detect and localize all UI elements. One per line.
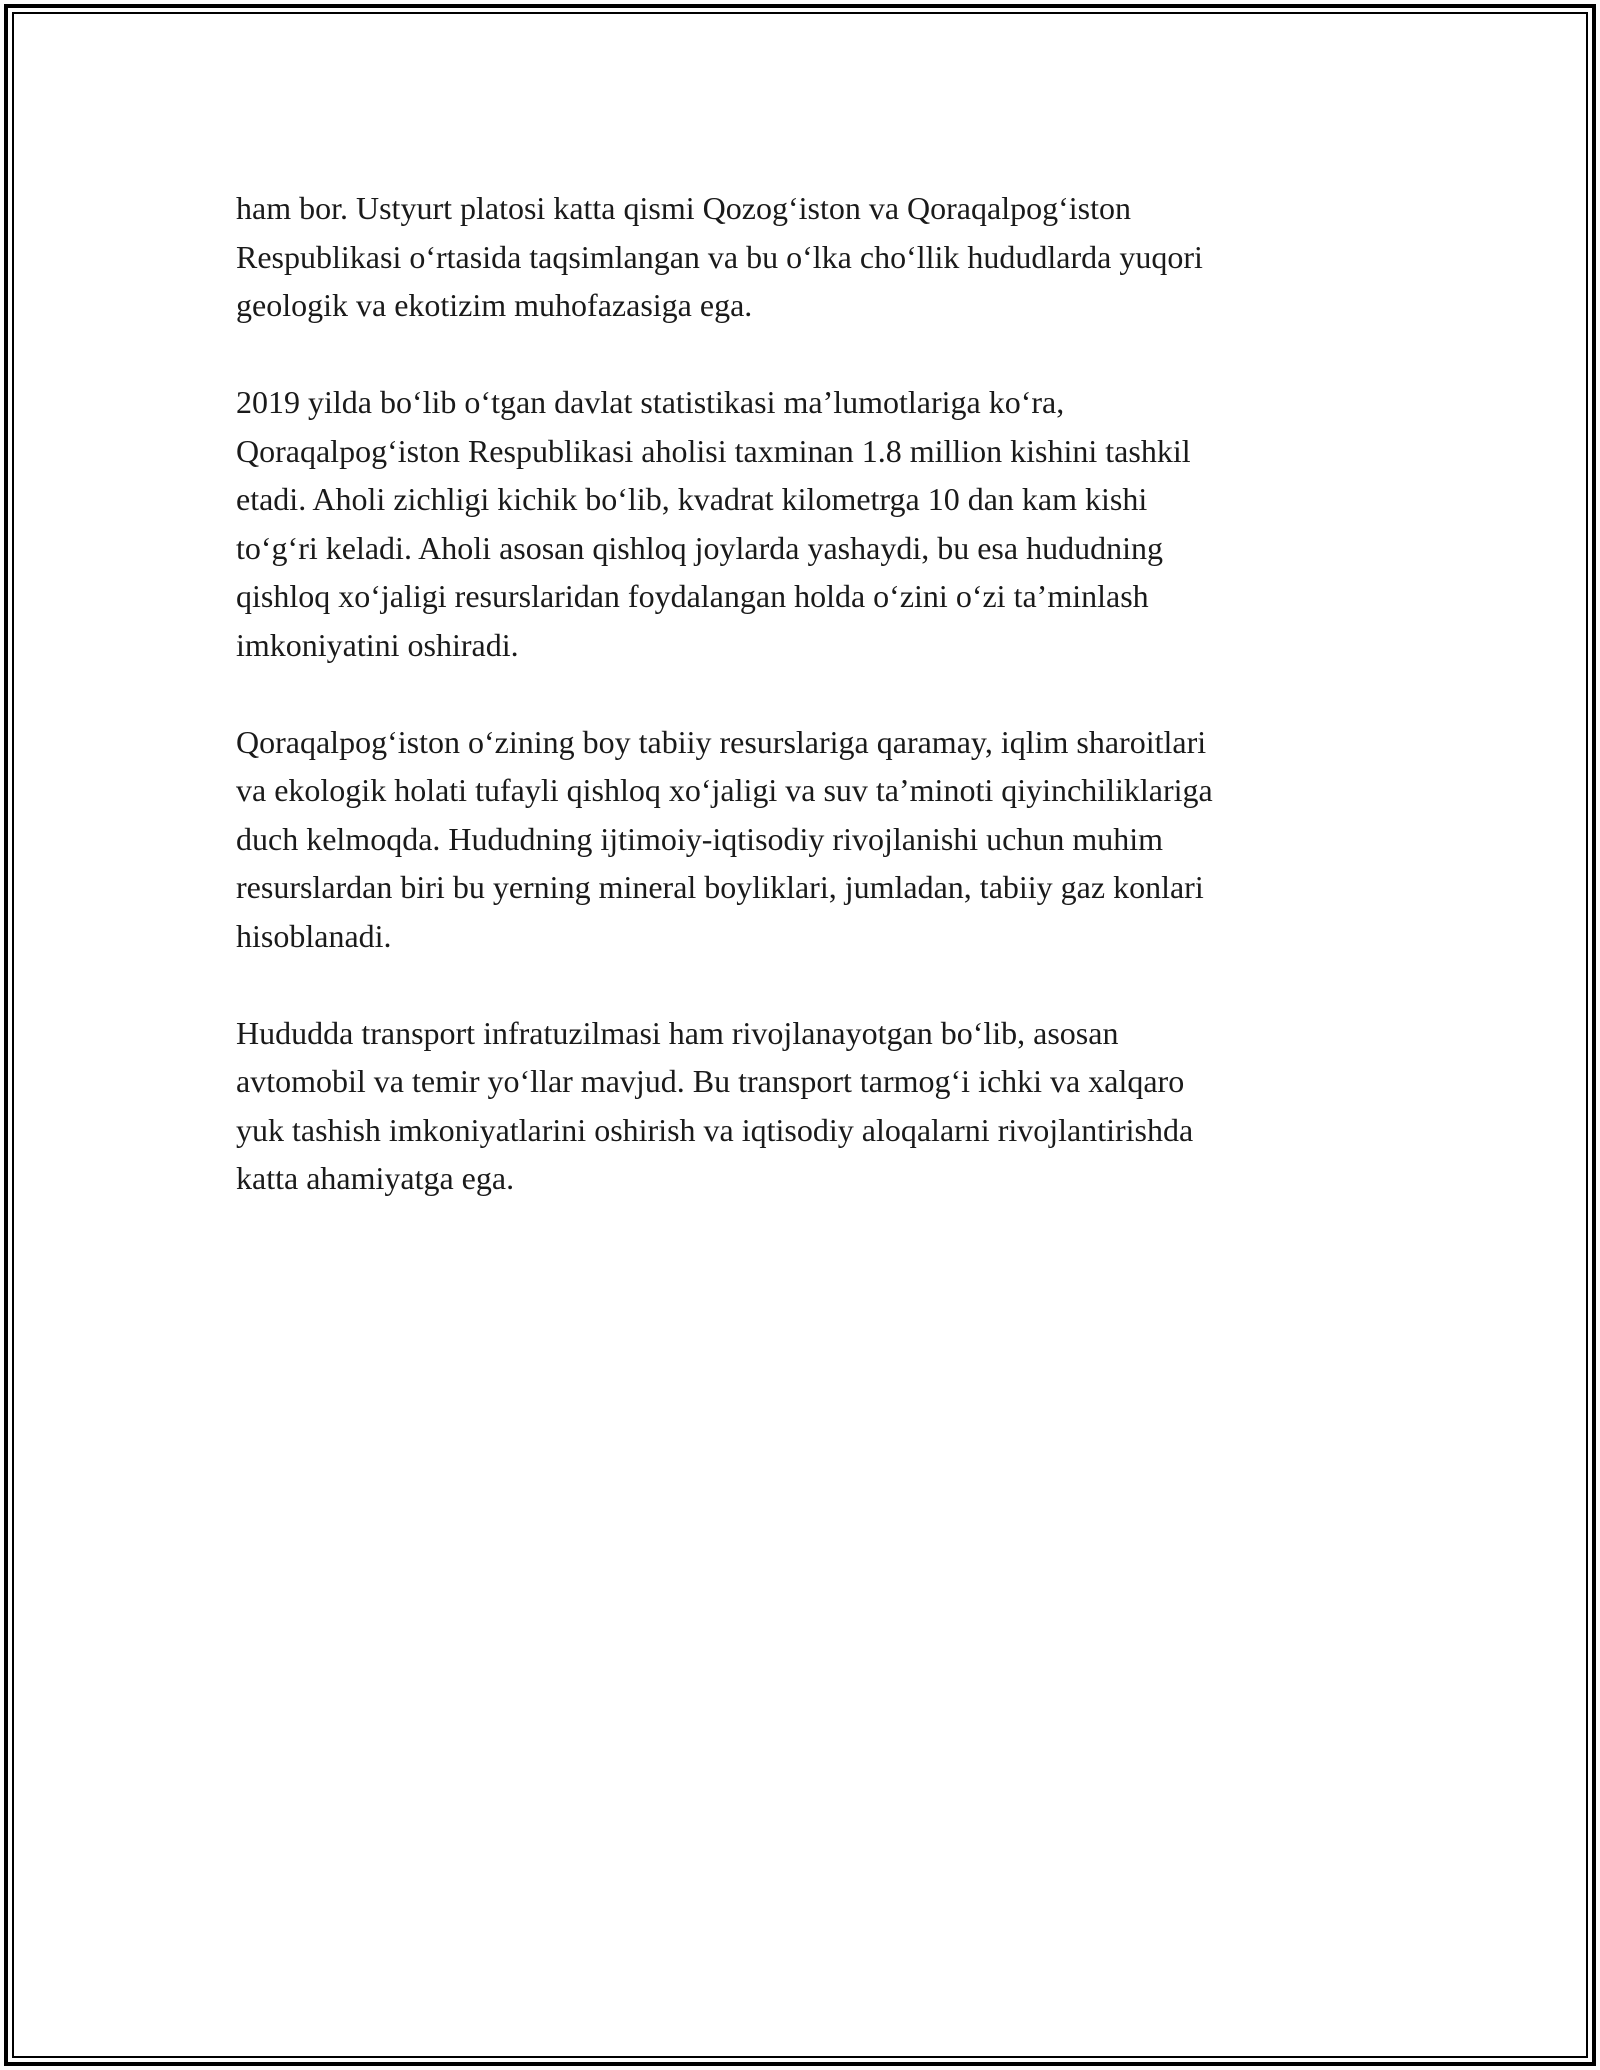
paragraph-transport: Hududda transport infratuzilmasi ham rivojlanayotgan bo‘lib, asosan avtomobil va temir yo‘llar mavjud. Bu transport tarmog‘i ichki va xalqaro yuk tashish imkoniyatlarini oshirish va iqtisodiy aloqalarni rivojlantirishda katta ahamiyatga ega. [236,1014,1194,1196]
paragraph-resources: Qoraqalpog‘iston o‘zining boy tabiiy resurslariga qaramay, iqlim sharoitlari va ekologik holati tufayli qishloq xo‘jaligi va suv ta’minoti qiyinchiliklariga duch kelmoqda. Hududning ijtimoiy-iqtisodiy rivojlanishi uchun muhim resurslardan biri bu yerning mineral boyliklari, jumladan, tabiiy gaz konlari hisoblanadi. [236,723,1213,954]
paragraph-population: 2019 yilda bo‘lib o‘tgan davlat statistikasi ma’lumotlariga ko‘ra, Qoraqalpog‘iston Respublikasi aholisi taxminan 1.8 million kishini tashkil etadi. Aholi zichligi kichik bo‘lib, kvadrat kilometrga 10 dan kam kishi to‘g‘ri keladi. Aholi asosan qishloq joylarda yashaydi, bu esa hududning qishloq xo‘jaligi resurslaridan foydalangan holda o‘zini o‘zi ta’minlash imkoniyatini oshiradi. [236,384,1191,663]
document-body [236,184,1376,1251]
paragraph-ustyurt: ham bor. Ustyurt platosi katta qismi Qozog‘iston va Qoraqalpog‘iston Respublikasi o‘rtasida taqsimlangan va bu o‘lka cho‘llik hududlarda yuqori geologik va ekotizim muhofazasiga ega. [236,190,1203,323]
